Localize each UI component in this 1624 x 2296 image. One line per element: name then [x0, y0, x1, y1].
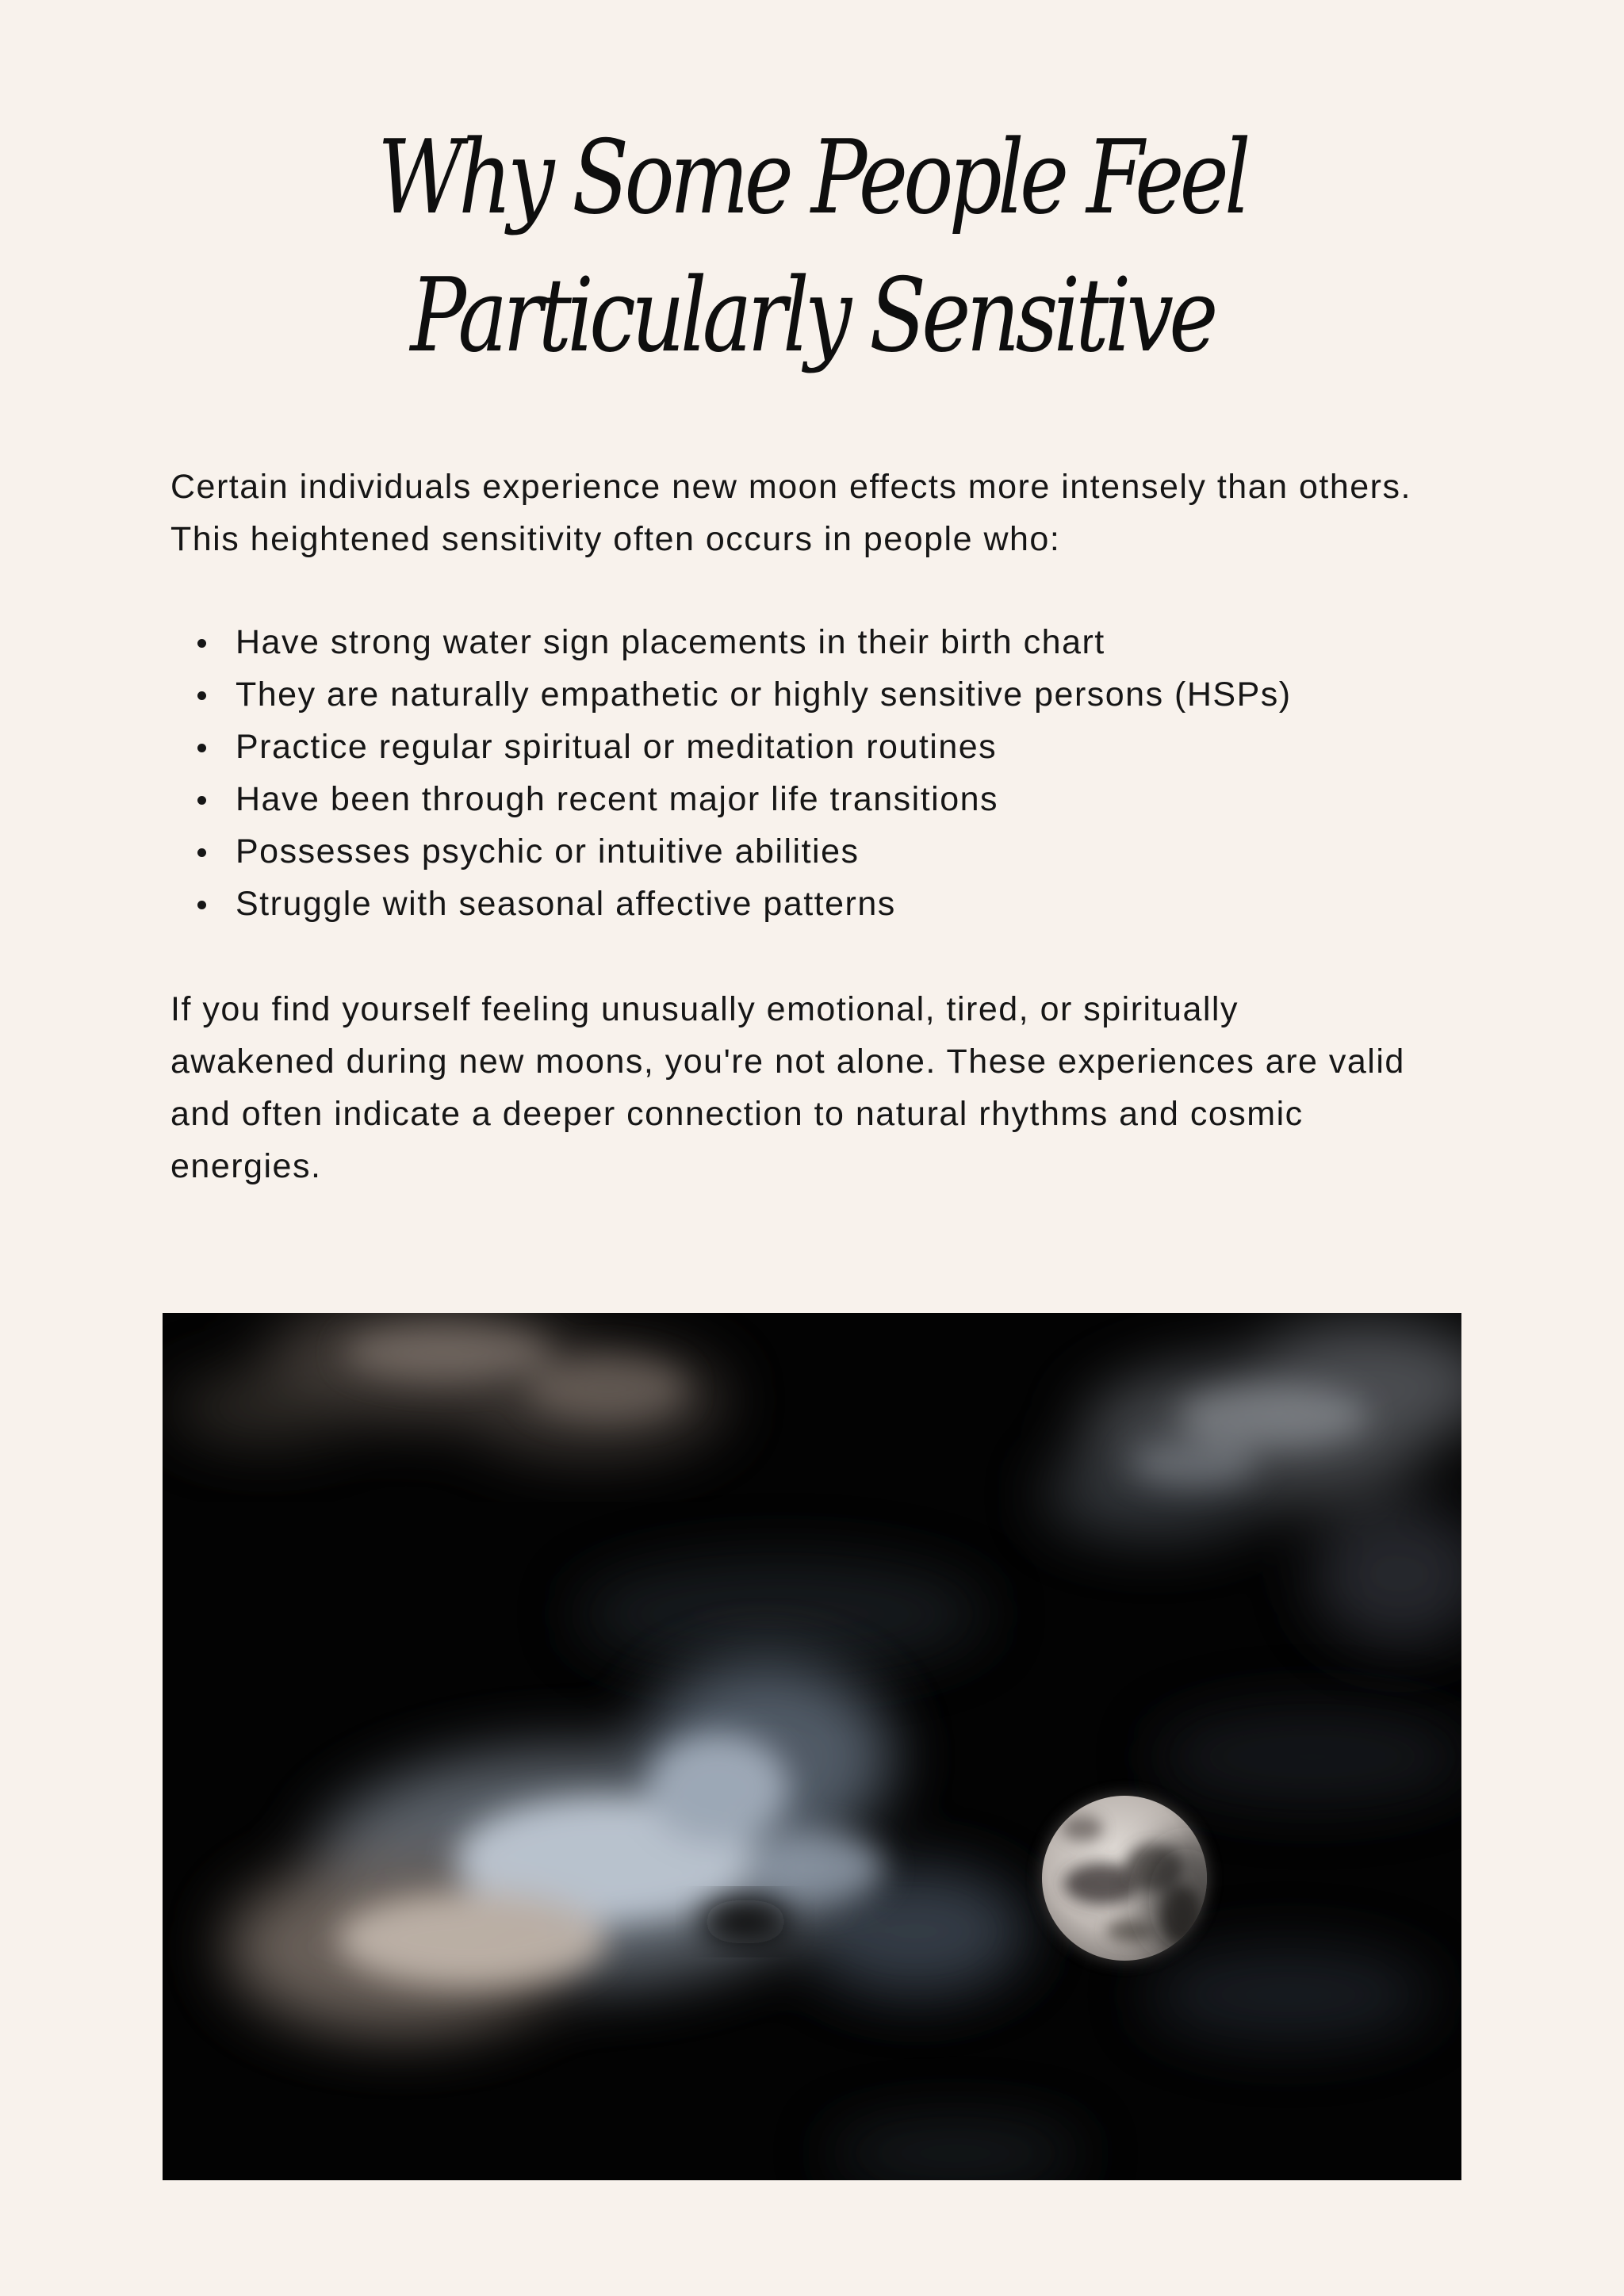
intro-line-2: This heightened sensitivity often occurs in people who:	[170, 520, 1061, 558]
list-item-text: Have been through recent major life transitions	[236, 780, 999, 818]
list-item	[170, 878, 1479, 930]
closing-line-1: If you find yourself feeling unusually emotional, tired, or spiritually	[170, 990, 1239, 1028]
bullet-dot	[197, 901, 206, 909]
list-item	[170, 668, 1479, 721]
list-item	[170, 616, 1479, 668]
bullet-dot	[197, 691, 206, 700]
page-title-line-2: Particularly Sensitive	[410, 257, 1214, 375]
bullet-dot	[197, 744, 206, 752]
bullet-dot	[197, 848, 206, 857]
bullet-dot	[197, 796, 206, 805]
sensitivity-list	[170, 616, 1479, 930]
list-item-text: They are naturally empathetic or highly sensitive persons (HSPs)	[236, 675, 1292, 714]
list-item	[170, 825, 1479, 878]
moon-clouds-photo	[163, 1313, 1461, 2180]
closing-line-4: energies.	[170, 1147, 322, 1185]
page-title	[146, 109, 1477, 385]
night-sky-image	[163, 1313, 1461, 2180]
page-title-line-1: Why Some People Feel	[377, 119, 1247, 237]
list-item-text: Struggle with seasonal affective patterns	[236, 885, 896, 923]
intro-paragraph	[170, 461, 1479, 565]
closing-line-3: and often indicate a deeper connection to natural rhythms and cosmic	[170, 1095, 1304, 1133]
list-item	[170, 773, 1479, 825]
list-item-text: Practice regular spiritual or meditation routines	[236, 728, 998, 766]
bullet-dot	[197, 639, 206, 648]
intro-line-1: Certain individuals experience new moon effects more intensely than others.	[170, 468, 1411, 506]
closing-paragraph	[170, 983, 1479, 1192]
list-item	[170, 721, 1479, 773]
list-item-text: Possesses psychic or intuitive abilities	[236, 832, 860, 871]
list-item-text: Have strong water sign placements in their birth chart	[236, 623, 1105, 661]
closing-line-2: awakened during new moons, you're not alone. These experiences are valid	[170, 1043, 1405, 1081]
